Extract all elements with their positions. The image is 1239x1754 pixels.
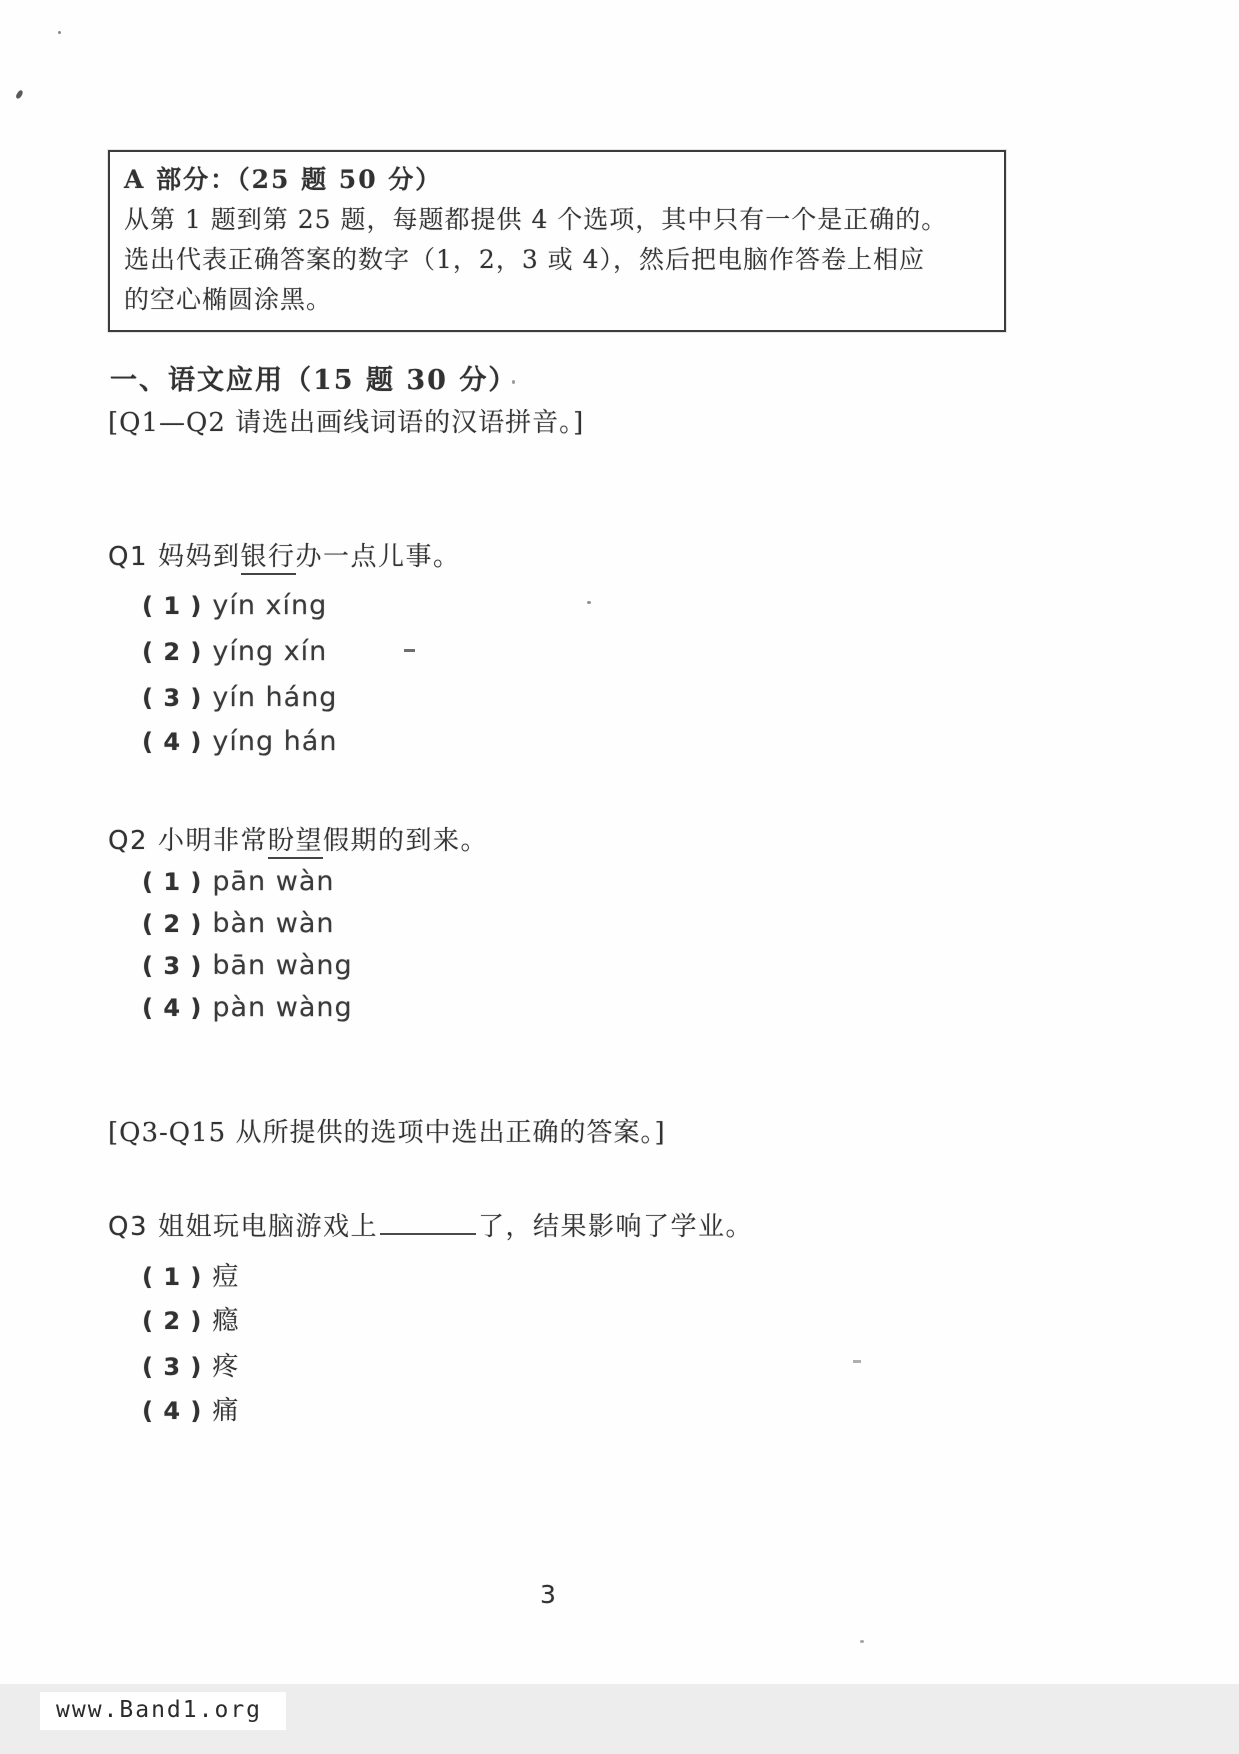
option-text: 疼 (212, 1352, 240, 1382)
option-number: ( 1 ) (142, 868, 203, 896)
option-text: 痛 (212, 1396, 240, 1426)
option-number: ( 4 ) (142, 1397, 203, 1425)
option-text: bān wàng (212, 950, 353, 981)
q1-option-1 (142, 590, 327, 621)
question-q1 (108, 536, 461, 573)
page-number: 3 (540, 1580, 556, 1609)
option-text: pān wàn (212, 866, 335, 897)
question-q3 (108, 1206, 753, 1243)
q3-option-2 (142, 1300, 239, 1337)
option-text: pàn wàng (212, 992, 353, 1023)
option-text: 瘾 (212, 1306, 240, 1336)
q3-q15-instruction: [Q3-Q15 从所提供的选项中选出正确的答案。] (108, 1118, 666, 1148)
underlined-word: 盼望 (268, 826, 323, 859)
question-text-post: 了，结果影响了学业。 (478, 1212, 754, 1242)
watermark-box (40, 1692, 286, 1730)
instruction-line: 选出代表正确答案的数字（1，2，3 或 4），然后把电脑作答卷上相应 (124, 245, 926, 274)
option-number: ( 3 ) (142, 684, 203, 712)
instruction-line: 从第 1 题到第 25 题，每题都提供 4 个选项，其中只有一个是正确的。 (124, 205, 948, 234)
question-text-post: 假期的到来。 (323, 826, 489, 856)
question-number: Q2 (108, 826, 149, 856)
q3-option-4 (142, 1390, 239, 1427)
option-text: yín xíng (212, 590, 328, 621)
question-text-pre: 妈妈到 (158, 542, 241, 572)
scan-speck (15, 89, 24, 99)
option-text: 痘 (212, 1262, 240, 1292)
instruction-line: 的空心椭圆涂黑。 (124, 285, 333, 314)
scan-speck (860, 1640, 864, 1643)
option-number: ( 2 ) (142, 910, 203, 938)
question-text-pre: 姐姐玩电脑游戏上 (158, 1212, 379, 1242)
q1-q2-instruction: [Q1—Q2 请选出画线词语的汉语拼音。] (108, 408, 585, 438)
q1-option-4 (142, 726, 337, 757)
scan-speck (587, 601, 591, 604)
option-number: ( 3 ) (142, 1353, 203, 1381)
option-text: yíng hán (212, 726, 338, 757)
option-text: yíng xín (212, 636, 328, 667)
question-number: Q1 (108, 542, 149, 572)
q3-option-1 (142, 1256, 239, 1293)
section-a-title: A 部分：（25 题 50 分） (124, 165, 443, 194)
option-number: ( 1 ) (142, 592, 203, 620)
q1-option-2 (142, 636, 327, 667)
section-one-heading: 一、语文应用（15 题 30 分） (110, 365, 518, 396)
q2-option-1 (142, 866, 334, 897)
footer-strip (0, 1684, 1239, 1754)
option-number: ( 2 ) (142, 1307, 203, 1335)
option-text: bàn wàn (212, 908, 335, 939)
option-text: yín háng (212, 682, 338, 713)
scan-dash-artifact (404, 649, 415, 652)
question-q2 (108, 820, 488, 857)
section-a-instruction-box (108, 150, 1006, 332)
underlined-word: 银行 (241, 542, 296, 575)
option-number: ( 1 ) (142, 1263, 203, 1291)
q2-option-3 (142, 950, 353, 981)
option-number: ( 3 ) (142, 952, 203, 980)
q1-option-3 (142, 682, 337, 713)
scan-speck (853, 1360, 861, 1363)
q3-option-3 (142, 1346, 239, 1383)
option-number: ( 4 ) (142, 728, 203, 756)
question-number: Q3 (108, 1212, 149, 1242)
watermark-url: www.Band1.org (56, 1697, 263, 1723)
option-number: ( 2 ) (142, 638, 203, 666)
q2-option-4 (142, 992, 353, 1023)
answer-blank (380, 1209, 476, 1235)
option-number: ( 4 ) (142, 994, 203, 1022)
question-text-post: 办一点儿事。 (295, 542, 461, 572)
q2-option-2 (142, 908, 334, 939)
scan-speck (58, 31, 61, 34)
question-text-pre: 小明非常 (158, 826, 269, 856)
